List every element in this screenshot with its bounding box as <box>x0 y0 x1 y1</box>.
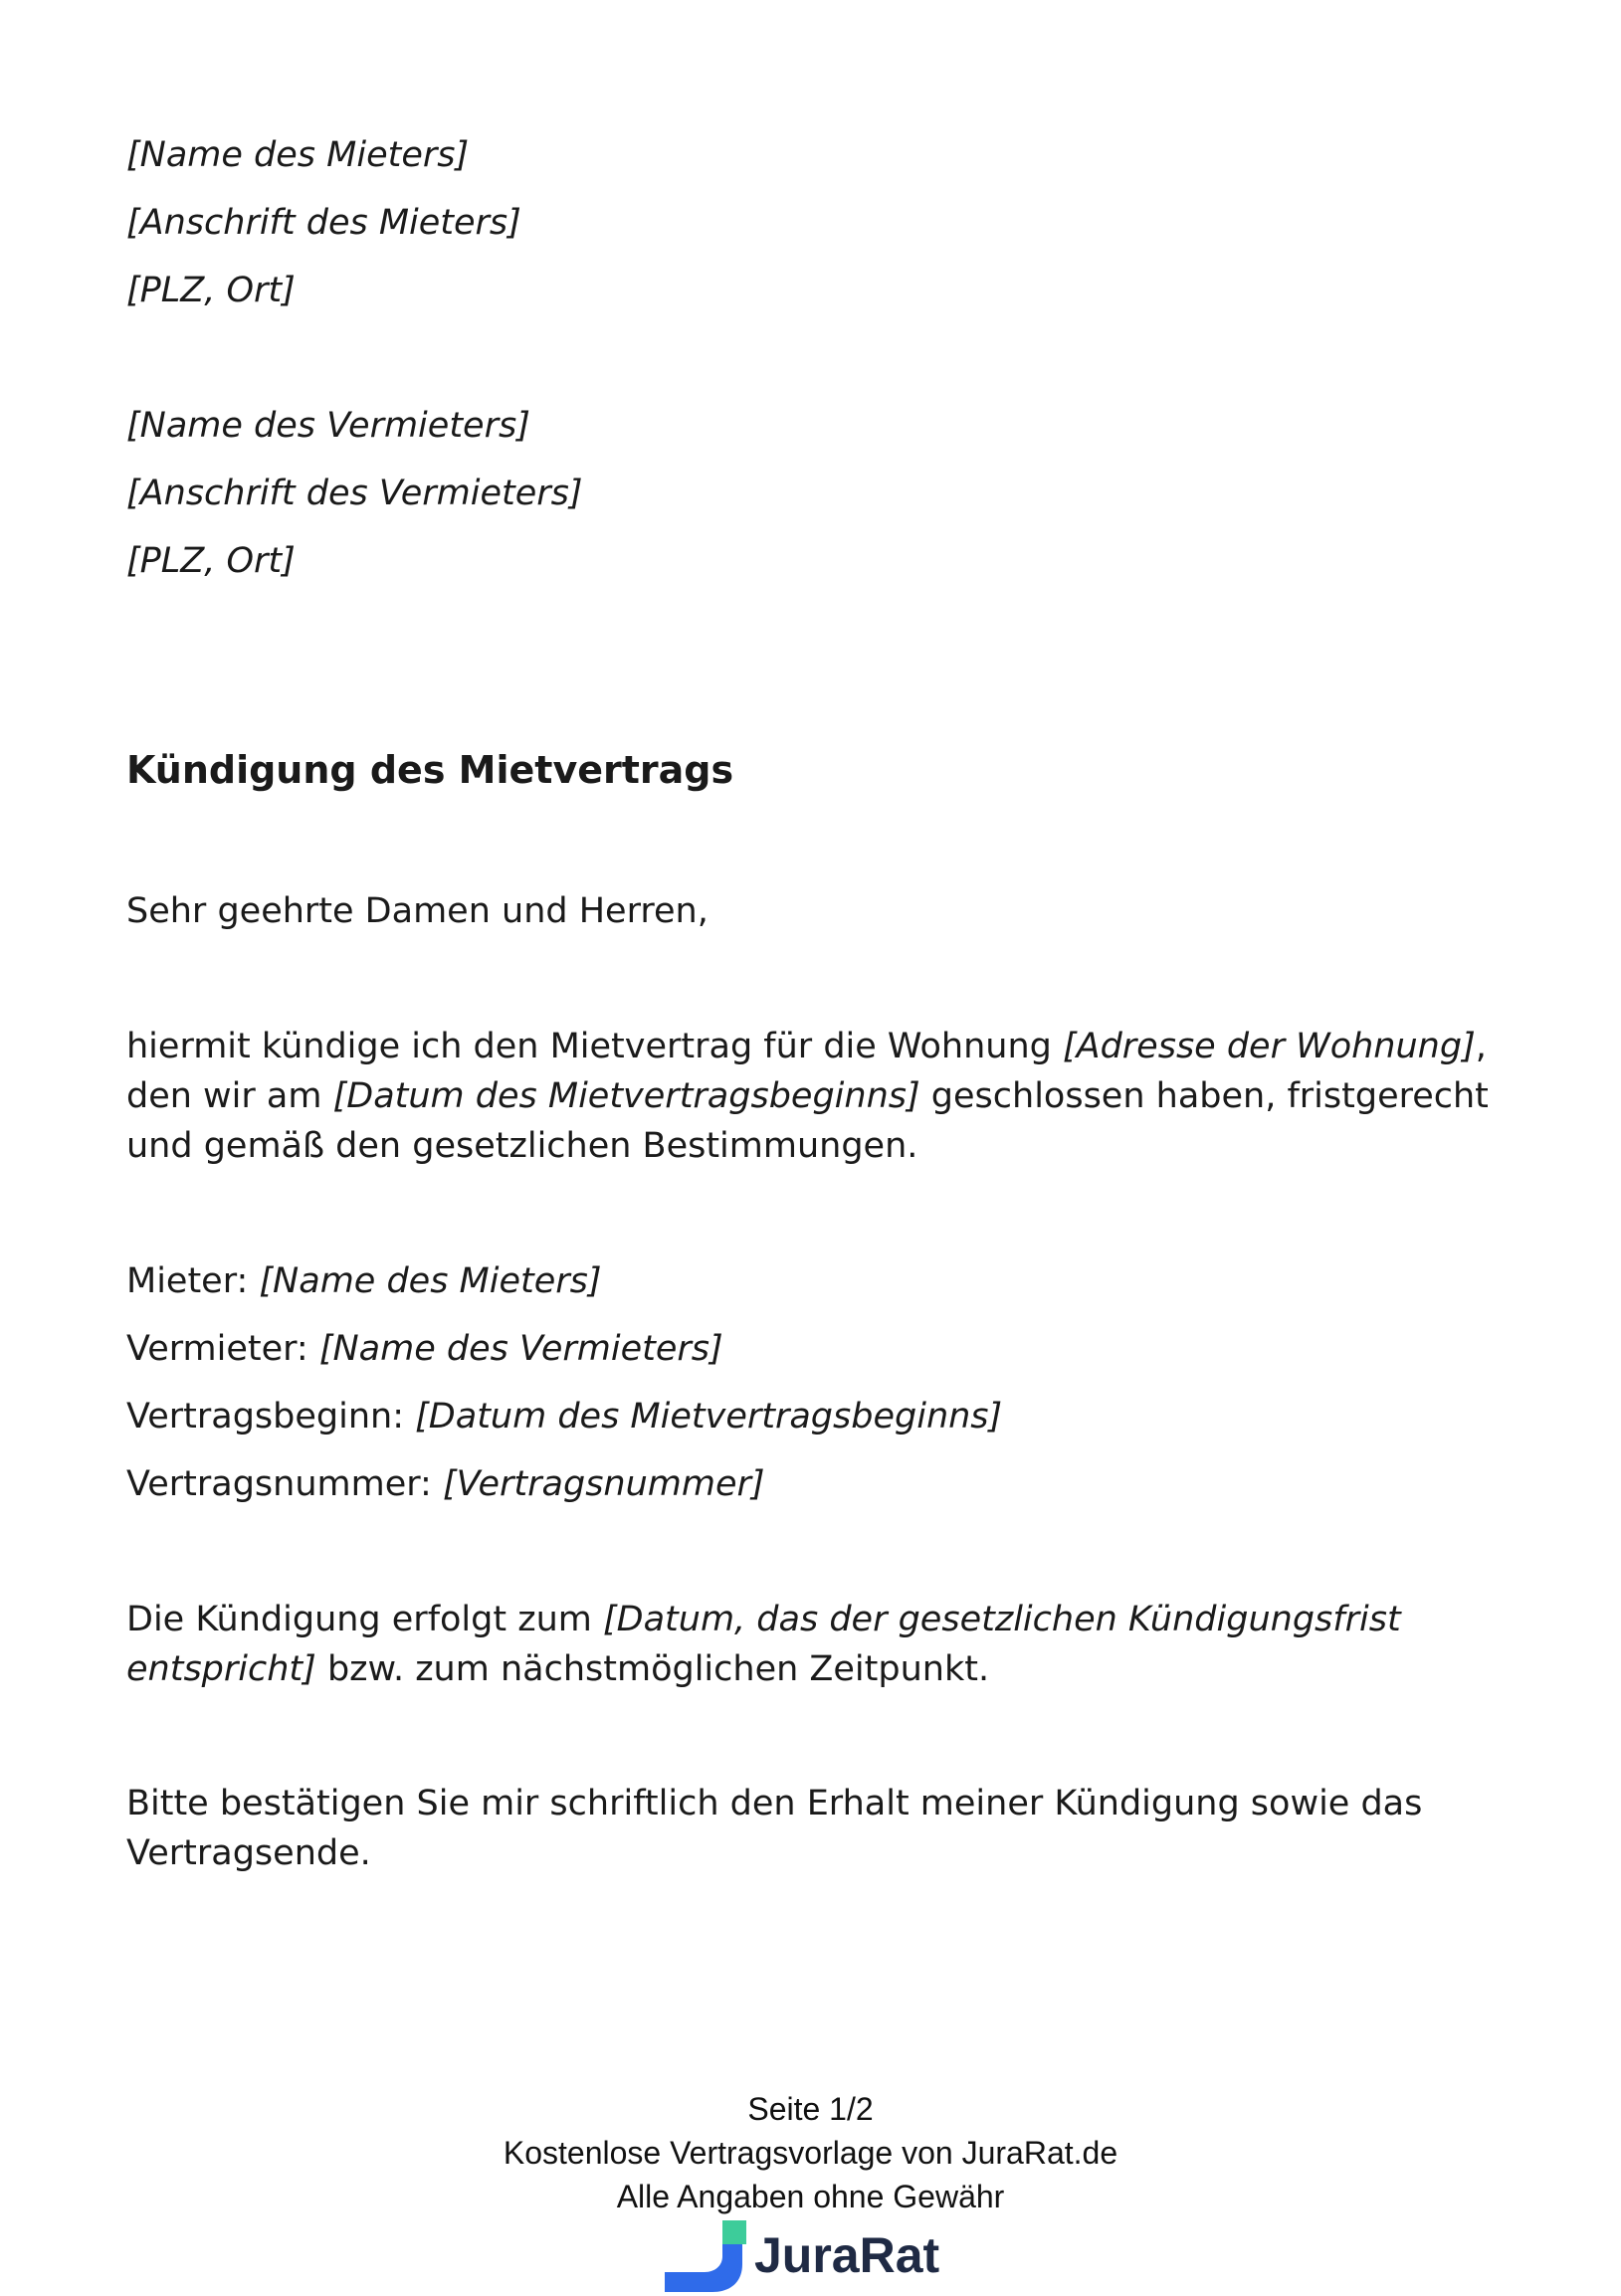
footer-line-2: Alle Angaben ohne Gewähr <box>616 2179 1005 2214</box>
jurarat-logo-icon <box>665 2220 754 2292</box>
detail-label: Vertragsnummer: <box>126 1464 443 1504</box>
body1-text-1: hiermit kündige ich den Mietvertrag für die Wohnung <box>126 1027 1063 1066</box>
body2-text-2: bzw. zum nächstmöglichen Zeitpunkt. <box>315 1649 990 1689</box>
body-paragraph-2 <box>126 1595 1510 1694</box>
body1-placeholder-date: [Datum des Mietvertragsbeginns] <box>332 1076 920 1116</box>
detail-value: [Name des Vermieters] <box>318 1329 723 1369</box>
detail-label: Vermieter: <box>126 1329 319 1369</box>
sender-address: [Anschrift des Mieters] <box>126 203 521 243</box>
detail-value: [Datum des Mietvertragsbeginns] <box>415 1397 1003 1436</box>
sender-city: [PLZ, Ort] <box>126 271 296 310</box>
recipient-address: [Anschrift des Vermieters] <box>126 474 583 513</box>
detail-value: [Name des Mieters] <box>259 1261 602 1301</box>
detail-label: Mieter: <box>126 1261 260 1301</box>
footer-page-number: Seite 1/2 <box>747 2091 874 2127</box>
body1-text-3: geschlossen haben, fristgerecht und gemäß den gesetzlichen Bestimmungen. <box>126 1076 1489 1166</box>
detail-row-tenant <box>126 1256 602 1306</box>
detail-value: [Vertragsnummer] <box>442 1464 765 1504</box>
footer-line-1: Kostenlose Vertragsvorlage von JuraRat.de <box>503 2135 1118 2171</box>
body1-text-2: , den wir am <box>126 1027 1487 1116</box>
salutation: Sehr geehrte Damen und Herren, <box>126 891 709 931</box>
body2-placeholder-date: [Datum, das der gesetzlichen Kündigungsfrist entspricht] <box>126 1600 1401 1689</box>
recipient-city: [PLZ, Ort] <box>126 541 296 581</box>
sender-name: [Name des Mieters] <box>126 135 470 175</box>
detail-label: Vertragsbeginn: <box>126 1397 416 1436</box>
logo-text: JuraRat <box>754 2227 940 2283</box>
detail-row-landlord <box>126 1324 723 1374</box>
jurarat-logo <box>665 2220 963 2292</box>
body-paragraph-1 <box>126 1022 1510 1171</box>
body-paragraph-3: Bitte bestätigen Sie mir schriftlich den Erhalt meiner Kündigung sowie das Vertragsende. <box>126 1784 1423 1873</box>
detail-row-contract-number <box>126 1459 765 1509</box>
body1-placeholder-address: [Adresse der Wohnung] <box>1062 1027 1476 1066</box>
body2-text-1: Die Kündigung erfolgt zum <box>126 1600 603 1639</box>
detail-row-start <box>126 1392 1002 1441</box>
subject-heading: Kündigung des Mietvertrags <box>126 748 734 792</box>
recipient-name: [Name des Vermieters] <box>126 406 530 446</box>
